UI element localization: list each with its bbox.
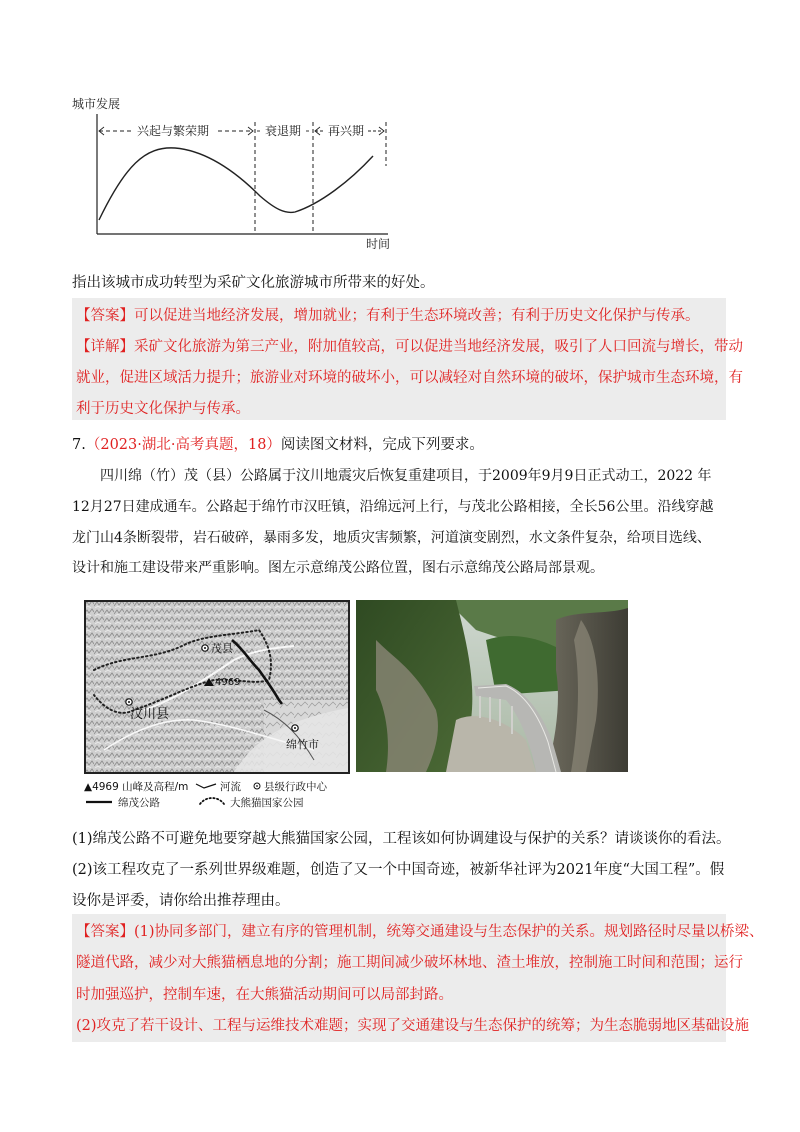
- answer-q6: [76, 304, 700, 325]
- legend-panda-park: 大熊猫国家公园: [230, 797, 304, 809]
- material-line-1: 四川绵（竹）茂（县）公路属于汶川地震灾后恢复重建项目，于2009年9月9日正式动工，2022 年: [100, 468, 712, 484]
- detail-q6-line-1: 【详解】采矿文化旅游为第三产业，附加值较高，可以促进当地经济发展，吸引了人口回流与增长，带动: [76, 339, 743, 355]
- location-map: [84, 600, 350, 810]
- answer-q7-line-4: (2)攻克了若干设计、工程与运维技术难题；实现了交通建设与生态保护的统筹；为生态脆弱地区基础设施: [76, 1018, 750, 1034]
- question-7-heading: [72, 433, 484, 454]
- material-line-2: 12月27日建成通车。公路起于绵竹市汉旺镇，沿绵远河上行，与茂北公路相接，全长56公里。沿线穿越: [72, 499, 714, 515]
- place-wenchuan: 汶川县: [130, 707, 170, 722]
- answer-q7-line-2: 隧道代路，减少对大熊猫栖息地的分割；施工期间减少破坏林地、渣土堆放，控制施工时间和范围；运行: [76, 955, 743, 971]
- phase-label-revival: 再兴期: [328, 124, 365, 138]
- answer-q7-line-3: 时加强巡护，控制车速，在大熊猫活动期间可以局部封路。: [76, 987, 453, 1003]
- answer-q7-line-1: 【答案】(1)协同多部门，建立有序的管理机制，统筹交通建设与生态保护的关系。规划路径时尽量以桥梁、: [76, 924, 764, 940]
- legend-county: 县级行政中心: [264, 781, 327, 793]
- highway-landscape-photo: [356, 600, 628, 772]
- answer-tag: 【答案】: [76, 308, 134, 324]
- peak-elevation: 4969: [215, 677, 241, 688]
- phase-label-decline: 衰退期: [265, 124, 302, 138]
- question-7-2-line-2: 设你是评委，请你给出推荐理由。: [72, 893, 290, 909]
- answer-text: 可以促进当地经济发展，增加就业；有利于生态环境改善；有利于历史文化保护与传承。: [134, 308, 700, 324]
- material-line-3: 龙门山4条断裂带，岩石破碎，暴雨多发，地质灾害频繁，河道演变剧烈，水文条件复杂，给项目选线、: [72, 530, 711, 546]
- place-mianzhu: 绵竹市: [286, 738, 319, 751]
- legend-highway: 绵茂公路: [118, 797, 160, 809]
- question-7-2-line-1: (2)该工程攻克了一系列世界级难题，创造了又一个中国奇迹，被新华社评为2021年度“大国工程”。假: [72, 862, 725, 878]
- question-prompt: 指出该城市成功转型为采矿文化旅游城市所带来的好处。: [72, 275, 435, 291]
- detail-tag: 【详解】: [76, 339, 134, 355]
- legend-river: 河流: [220, 781, 241, 793]
- development-curve: [99, 148, 373, 220]
- city-development-graph: [70, 96, 400, 256]
- phase-label-rise: 兴起与繁荣期: [137, 124, 210, 138]
- question-source: （2023·湖北·高考真题，18）: [85, 437, 281, 453]
- question-7-1: (1)绵茂公路不可避免地要穿越大熊猫国家公园，工程该如何协调建设与保护的关系？请谈谈你的看法。: [72, 831, 731, 847]
- legend-peak: ▲4969 山峰及高程/m: [84, 781, 189, 793]
- answer-tag: 【答案】: [76, 924, 134, 940]
- material-line-4: 设计和施工建设带来严重影响。图左示意绵茂公路位置，图右示意绵茂公路局部景观。: [72, 560, 604, 576]
- question-number: 7.: [72, 437, 86, 453]
- question-instruction: 阅读图文材料，完成下列要求。: [280, 437, 484, 453]
- x-axis-label: 时间: [366, 237, 391, 251]
- y-axis-label: 城市发展: [72, 97, 121, 111]
- place-maoxian: 茂县: [211, 642, 233, 655]
- detail-q6-line-3: 利于历史文化保护与传承。: [76, 401, 250, 417]
- detail-q6-line-2: 就业，促进区域活力提升；旅游业对环境的破坏小，可以减轻对自然环境的破坏，保护城市生态环境，有: [76, 370, 743, 386]
